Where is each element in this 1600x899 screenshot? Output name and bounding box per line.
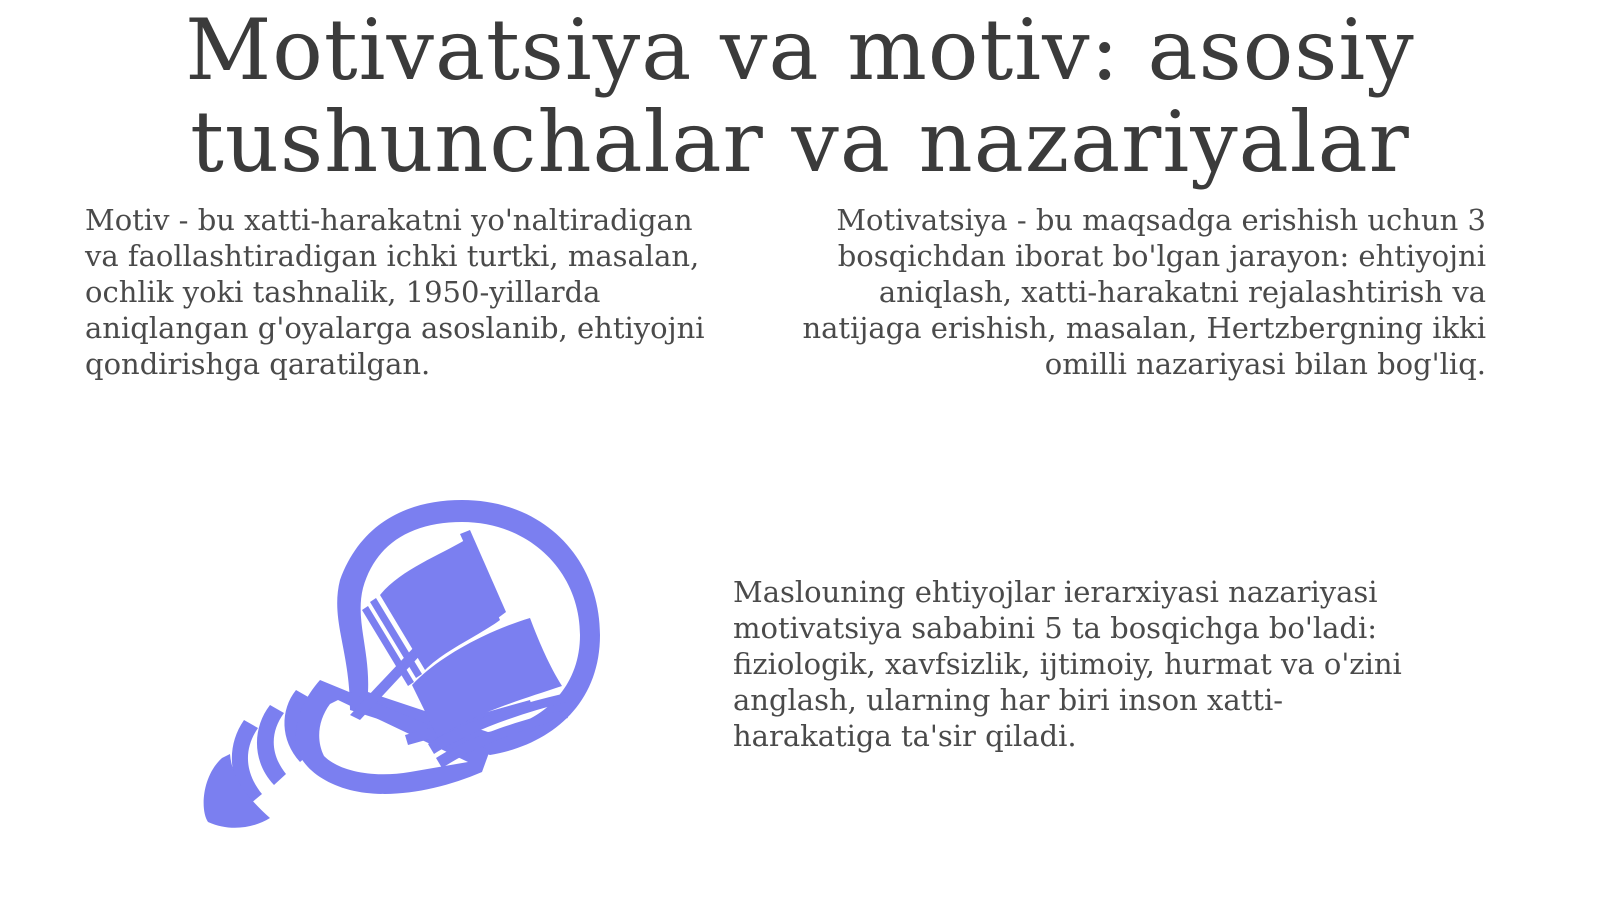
motivation-definition-text: Motivatsiya - bu maqsadga erishish uchun 3 bosqichdan iborat bo'lgan jarayon: ehtiyojni aniqlash, xatti-harakatni rejalashtirish va natijaga erishish, masalan, Hertzbergning ikki omilli nazariyasi bilan bog'liq. [802, 203, 1486, 381]
bulb-base-ring-2 [257, 705, 286, 785]
maslow-hierarchy-text: Maslouning ehtiyojlar ierarxiyasi nazariyasi motivatsiya sababini 5 ta bosqichga bo'ladi: fiziologik, xavfsizlik, ijtimoiy, hurmat va o'zini anglash, ularning har biri inson xatti-harakatiga ta'sir qiladi. [733, 575, 1402, 753]
lightbulb-book-icon [200, 500, 630, 850]
slide-title: Motivatsiya va motiv: asosiy tushunchalar va nazariyalar [185, 1, 1415, 191]
motive-definition-text: Motiv - bu xatti-harakatni yo'naltiradigan va faollashtiradigan ichki turtki, masalan, ochlik yoki tashnalik, 1950-yillarda aniqlangan g'oyalarga asoslanib, ehtiyojni qondirishga qaratilgan. [85, 203, 705, 381]
